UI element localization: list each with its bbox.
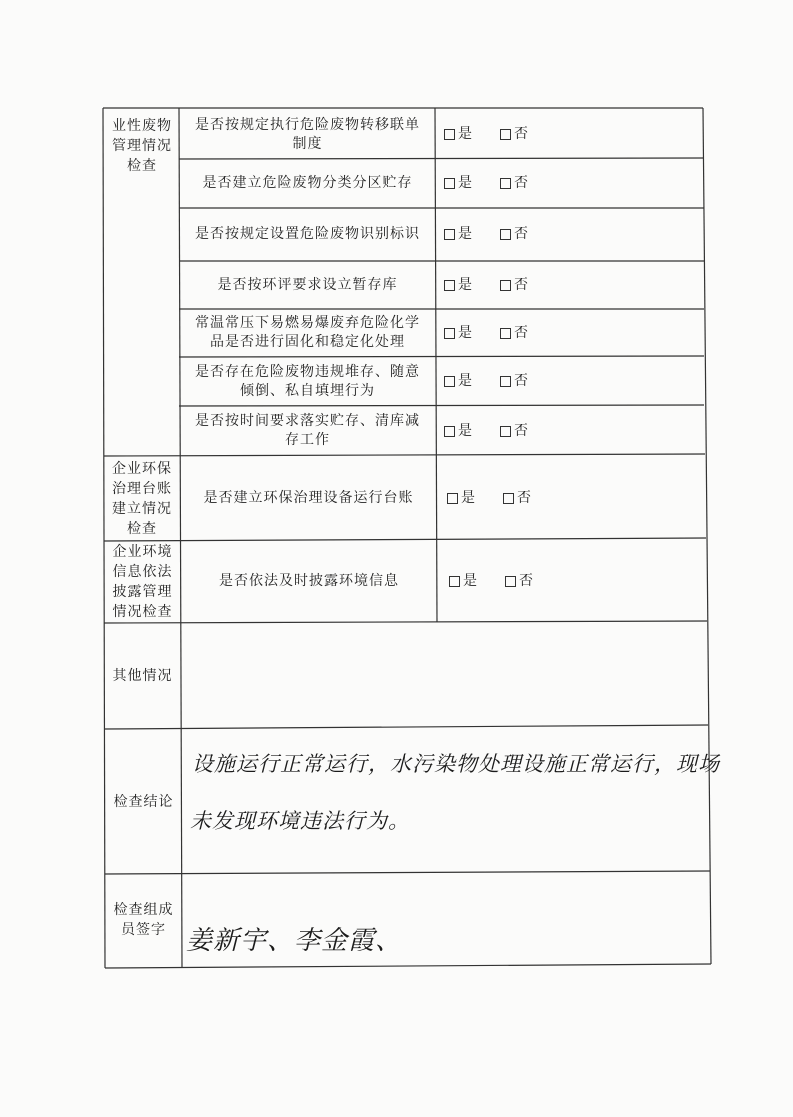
question-classified-storage: 是否建立危险废物分类分区贮存 — [202, 175, 413, 191]
section-ledger-category: 企业环保 治理台账 建立情况 检查 — [112, 460, 172, 537]
no-label: 否 — [514, 373, 528, 389]
no-checkbox[interactable] — [500, 129, 511, 140]
options-row-4 — [436, 261, 703, 309]
section-disclosure-category: 企业环境 信息依法 披露管理 情况检查 — [112, 544, 173, 620]
no-label: 否 — [519, 572, 533, 589]
yes-label: 是 — [463, 572, 477, 589]
options-row-7 — [436, 406, 703, 456]
yes-checkbox[interactable] — [447, 493, 458, 504]
yes-label: 是 — [458, 324, 472, 341]
conclusion-handwritten-line-2: 未发现环境违法行为。 — [190, 809, 410, 833]
question-transfer-manifest: 是否按规定执行危险废物转移联单 制度 — [195, 116, 420, 152]
question-temporary-storage: 是否按环评要求设立暂存库 — [217, 276, 398, 293]
no-option[interactable] — [500, 324, 528, 343]
no-checkbox[interactable] — [505, 576, 516, 587]
no-option[interactable] — [500, 174, 528, 193]
yes-option[interactable] — [444, 324, 472, 343]
yes-option[interactable] — [444, 422, 472, 441]
options-row-1 — [436, 110, 703, 159]
yes-checkbox[interactable] — [444, 229, 455, 240]
question-ledger: 是否建立环保治理设备运行台账 — [203, 489, 414, 506]
no-checkbox[interactable] — [500, 426, 511, 437]
other-label: 其他情况 — [112, 668, 173, 684]
yes-label: 是 — [461, 489, 475, 506]
no-label: 否 — [517, 489, 531, 506]
other-value[interactable] — [182, 623, 708, 727]
yes-option[interactable] — [444, 372, 472, 391]
question-stabilization: 常温常压下易燃易爆废弃危险化学 品是否进行固化和稳定化处理 — [195, 315, 420, 350]
yes-checkbox[interactable] — [444, 328, 455, 339]
no-checkbox[interactable] — [500, 229, 511, 240]
no-option[interactable] — [505, 572, 533, 591]
no-option[interactable] — [503, 489, 531, 508]
signature-handwritten: 姜新宇、李金霞、 — [186, 926, 403, 956]
conclusion-label: 检查结论 — [113, 793, 174, 810]
yes-option[interactable] — [444, 174, 472, 193]
yes-checkbox[interactable] — [444, 426, 455, 437]
no-option[interactable] — [500, 125, 528, 144]
no-label: 否 — [514, 422, 528, 439]
yes-option[interactable] — [447, 489, 475, 508]
options-row-8 — [437, 456, 705, 540]
signature-label: 检查组成 员签字 — [113, 902, 174, 938]
options-row-5 — [436, 309, 703, 357]
yes-label: 是 — [458, 276, 472, 293]
yes-label: 是 — [458, 175, 472, 191]
no-label: 否 — [514, 324, 528, 341]
yes-option[interactable] — [444, 276, 472, 295]
question-storage-clearance: 是否按时间要求落实贮存、清库减 存工作 — [195, 413, 420, 448]
question-identification-signs: 是否按规定设置危险废物识别标识 — [195, 226, 420, 242]
no-label: 否 — [514, 276, 528, 293]
no-checkbox[interactable] — [500, 280, 511, 291]
options-row-3 — [436, 208, 703, 261]
no-checkbox[interactable] — [500, 178, 511, 189]
yes-checkbox[interactable] — [449, 576, 460, 587]
yes-option[interactable] — [444, 125, 472, 144]
question-disclosure: 是否依法及时披露环境信息 — [219, 572, 399, 589]
no-option[interactable] — [500, 225, 528, 244]
yes-label: 是 — [458, 126, 472, 142]
options-row-2 — [436, 159, 703, 208]
section-waste-category: 业性废物 管理情况 检查 — [112, 118, 172, 174]
yes-label: 是 — [458, 422, 472, 439]
no-checkbox[interactable] — [500, 376, 511, 387]
yes-label: 是 — [458, 373, 472, 389]
no-label: 否 — [514, 226, 528, 242]
no-label: 否 — [514, 175, 528, 191]
no-checkbox[interactable] — [500, 328, 511, 339]
no-option[interactable] — [500, 422, 528, 441]
no-option[interactable] — [500, 276, 528, 295]
no-checkbox[interactable] — [503, 493, 514, 504]
yes-label: 是 — [458, 226, 472, 242]
yes-checkbox[interactable] — [444, 280, 455, 291]
yes-checkbox[interactable] — [444, 129, 455, 140]
question-illegal-dumping: 是否存在危险废物违规堆存、随意 倾倒、私自填埋行为 — [195, 363, 420, 399]
yes-option[interactable] — [449, 572, 477, 591]
conclusion-handwritten-line-1: 设施运行正常运行，水污染物处理设施正常运行，现场 — [192, 752, 720, 776]
no-label: 否 — [514, 126, 528, 142]
yes-option[interactable] — [444, 225, 472, 244]
yes-checkbox[interactable] — [444, 178, 455, 189]
yes-checkbox[interactable] — [444, 376, 455, 387]
no-option[interactable] — [500, 372, 528, 391]
options-row-6 — [436, 357, 703, 406]
options-row-9 — [437, 540, 706, 622]
